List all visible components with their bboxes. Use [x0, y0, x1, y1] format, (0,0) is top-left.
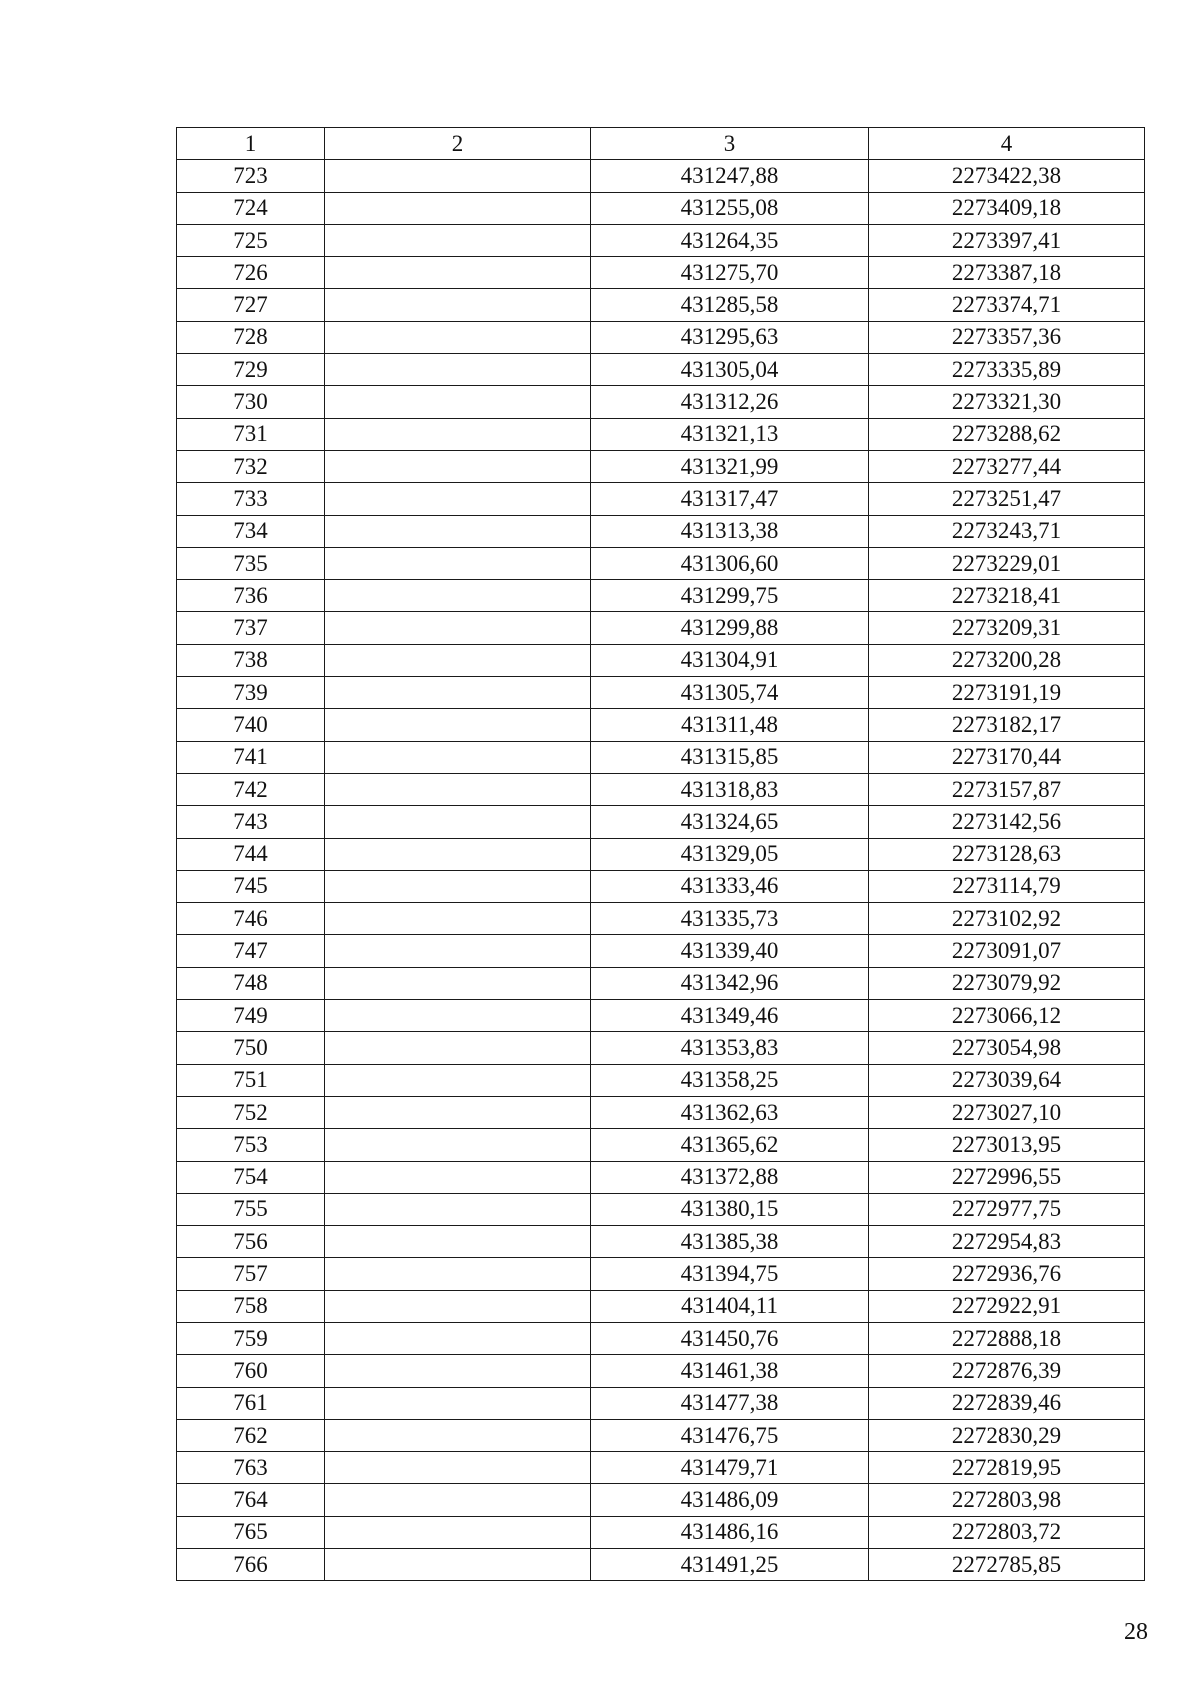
- table-row: [177, 1032, 1145, 1064]
- x-coordinate-cell: 431394,75: [591, 1258, 869, 1290]
- point-number-cell: 724: [177, 192, 325, 224]
- table-body: [177, 160, 1145, 1581]
- point-number-cell: 754: [177, 1161, 325, 1193]
- point-number-cell: 743: [177, 806, 325, 838]
- description-cell: [325, 224, 591, 256]
- y-coordinate-cell: 2272977,75: [869, 1193, 1145, 1225]
- point-number-cell: 731: [177, 418, 325, 450]
- point-number-cell: 730: [177, 386, 325, 418]
- point-number-cell: 763: [177, 1452, 325, 1484]
- description-cell: [325, 1419, 591, 1451]
- x-coordinate-cell: 431275,70: [591, 257, 869, 289]
- point-number-cell: 741: [177, 741, 325, 773]
- y-coordinate-cell: 2272888,18: [869, 1322, 1145, 1354]
- x-coordinate-cell: 431318,83: [591, 773, 869, 805]
- y-coordinate-cell: 2273374,71: [869, 289, 1145, 321]
- description-cell: [325, 483, 591, 515]
- point-number-cell: 751: [177, 1064, 325, 1096]
- x-coordinate-cell: 431315,85: [591, 741, 869, 773]
- x-coordinate-cell: 431461,38: [591, 1355, 869, 1387]
- point-number-cell: 748: [177, 967, 325, 999]
- y-coordinate-cell: 2273102,92: [869, 903, 1145, 935]
- y-coordinate-cell: 2273200,28: [869, 644, 1145, 676]
- table-row: [177, 450, 1145, 482]
- description-cell: [325, 1322, 591, 1354]
- description-cell: [325, 1355, 591, 1387]
- description-cell: [325, 450, 591, 482]
- point-number-cell: 735: [177, 547, 325, 579]
- description-cell: [325, 870, 591, 902]
- x-coordinate-cell: 431317,47: [591, 483, 869, 515]
- table-row: [177, 967, 1145, 999]
- table-row: [177, 838, 1145, 870]
- y-coordinate-cell: 2273054,98: [869, 1032, 1145, 1064]
- table-row: [177, 289, 1145, 321]
- description-cell: [325, 612, 591, 644]
- table-row: [177, 160, 1145, 192]
- x-coordinate-cell: 431305,04: [591, 354, 869, 386]
- table-row: [177, 547, 1145, 579]
- table-row: [177, 224, 1145, 256]
- x-coordinate-cell: 431333,46: [591, 870, 869, 902]
- point-number-cell: 764: [177, 1484, 325, 1516]
- table-row: [177, 1000, 1145, 1032]
- table-row: [177, 1419, 1145, 1451]
- table-row: [177, 257, 1145, 289]
- point-number-cell: 761: [177, 1387, 325, 1419]
- description-cell: [325, 515, 591, 547]
- point-number-cell: 742: [177, 773, 325, 805]
- y-coordinate-cell: 2273277,44: [869, 450, 1145, 482]
- coordinates-table: [176, 127, 1145, 1581]
- description-cell: [325, 1129, 591, 1161]
- y-coordinate-cell: 2272996,55: [869, 1161, 1145, 1193]
- table-row: [177, 1226, 1145, 1258]
- y-coordinate-cell: 2272922,91: [869, 1290, 1145, 1322]
- description-cell: [325, 838, 591, 870]
- description-cell: [325, 1516, 591, 1548]
- x-coordinate-cell: 431321,13: [591, 418, 869, 450]
- point-number-cell: 758: [177, 1290, 325, 1322]
- description-cell: [325, 1000, 591, 1032]
- table-row: [177, 1258, 1145, 1290]
- description-cell: [325, 773, 591, 805]
- x-coordinate-cell: 431313,38: [591, 515, 869, 547]
- table-row: [177, 1516, 1145, 1548]
- point-number-cell: 738: [177, 644, 325, 676]
- x-coordinate-cell: 431321,99: [591, 450, 869, 482]
- x-coordinate-cell: 431324,65: [591, 806, 869, 838]
- description-cell: [325, 644, 591, 676]
- x-coordinate-cell: 431335,73: [591, 903, 869, 935]
- description-cell: [325, 1032, 591, 1064]
- point-number-cell: 755: [177, 1193, 325, 1225]
- description-cell: [325, 1064, 591, 1096]
- point-number-cell: 725: [177, 224, 325, 256]
- x-coordinate-cell: 431353,83: [591, 1032, 869, 1064]
- x-coordinate-cell: 431312,26: [591, 386, 869, 418]
- point-number-cell: 740: [177, 709, 325, 741]
- y-coordinate-cell: 2273243,71: [869, 515, 1145, 547]
- description-cell: [325, 935, 591, 967]
- x-coordinate-cell: 431476,75: [591, 1419, 869, 1451]
- y-coordinate-cell: 2272819,95: [869, 1452, 1145, 1484]
- table-row: [177, 1452, 1145, 1484]
- x-coordinate-cell: 431358,25: [591, 1064, 869, 1096]
- point-number-cell: 728: [177, 321, 325, 353]
- y-coordinate-cell: 2272803,98: [869, 1484, 1145, 1516]
- y-coordinate-cell: 2272954,83: [869, 1226, 1145, 1258]
- point-number-cell: 753: [177, 1129, 325, 1161]
- x-coordinate-cell: 431380,15: [591, 1193, 869, 1225]
- table-row: [177, 1161, 1145, 1193]
- y-coordinate-cell: 2273335,89: [869, 354, 1145, 386]
- description-cell: [325, 1096, 591, 1128]
- table-row: [177, 612, 1145, 644]
- y-coordinate-cell: 2273157,87: [869, 773, 1145, 805]
- x-coordinate-cell: 431477,38: [591, 1387, 869, 1419]
- description-cell: [325, 354, 591, 386]
- x-coordinate-cell: 431404,11: [591, 1290, 869, 1322]
- y-coordinate-cell: 2272803,72: [869, 1516, 1145, 1548]
- table-row: [177, 483, 1145, 515]
- y-coordinate-cell: 2273409,18: [869, 192, 1145, 224]
- x-coordinate-cell: 431304,91: [591, 644, 869, 676]
- point-number-cell: 750: [177, 1032, 325, 1064]
- point-number-cell: 734: [177, 515, 325, 547]
- x-coordinate-cell: 431349,46: [591, 1000, 869, 1032]
- x-coordinate-cell: 431450,76: [591, 1322, 869, 1354]
- table-header-row: [177, 128, 1145, 160]
- description-cell: [325, 321, 591, 353]
- x-coordinate-cell: 431479,71: [591, 1452, 869, 1484]
- table-row: [177, 677, 1145, 709]
- point-number-cell: 749: [177, 1000, 325, 1032]
- point-number-cell: 737: [177, 612, 325, 644]
- x-coordinate-cell: 431299,75: [591, 580, 869, 612]
- x-coordinate-cell: 431385,38: [591, 1226, 869, 1258]
- description-cell: [325, 967, 591, 999]
- y-coordinate-cell: 2273128,63: [869, 838, 1145, 870]
- table-row: [177, 1549, 1145, 1581]
- y-coordinate-cell: 2273039,64: [869, 1064, 1145, 1096]
- table-row: [177, 1322, 1145, 1354]
- y-coordinate-cell: 2273114,79: [869, 870, 1145, 902]
- point-number-cell: 727: [177, 289, 325, 321]
- x-coordinate-cell: 431264,35: [591, 224, 869, 256]
- description-cell: [325, 192, 591, 224]
- table-row: [177, 644, 1145, 676]
- point-number-cell: 726: [177, 257, 325, 289]
- y-coordinate-cell: 2273251,47: [869, 483, 1145, 515]
- table-row: [177, 709, 1145, 741]
- point-number-cell: 744: [177, 838, 325, 870]
- y-coordinate-cell: 2273397,41: [869, 224, 1145, 256]
- table-row: [177, 741, 1145, 773]
- y-coordinate-cell: 2273142,56: [869, 806, 1145, 838]
- table-row: [177, 935, 1145, 967]
- x-coordinate-cell: 431486,09: [591, 1484, 869, 1516]
- x-coordinate-cell: 431362,63: [591, 1096, 869, 1128]
- point-number-cell: 723: [177, 160, 325, 192]
- table-row: [177, 1387, 1145, 1419]
- x-coordinate-cell: 431299,88: [591, 612, 869, 644]
- description-cell: [325, 1484, 591, 1516]
- y-coordinate-cell: 2272876,39: [869, 1355, 1145, 1387]
- y-coordinate-cell: 2273321,30: [869, 386, 1145, 418]
- y-coordinate-cell: 2273288,62: [869, 418, 1145, 450]
- description-cell: [325, 677, 591, 709]
- x-coordinate-cell: 431247,88: [591, 160, 869, 192]
- table-row: [177, 386, 1145, 418]
- column-header-1: 1: [177, 128, 325, 160]
- table-row: [177, 515, 1145, 547]
- point-number-cell: 747: [177, 935, 325, 967]
- description-cell: [325, 1193, 591, 1225]
- point-number-cell: 733: [177, 483, 325, 515]
- x-coordinate-cell: 431295,63: [591, 321, 869, 353]
- y-coordinate-cell: 2273066,12: [869, 1000, 1145, 1032]
- x-coordinate-cell: 431285,58: [591, 289, 869, 321]
- table-row: [177, 580, 1145, 612]
- x-coordinate-cell: 431329,05: [591, 838, 869, 870]
- y-coordinate-cell: 2273027,10: [869, 1096, 1145, 1128]
- point-number-cell: 757: [177, 1258, 325, 1290]
- table-row: [177, 321, 1145, 353]
- table-row: [177, 1484, 1145, 1516]
- table-row: [177, 1193, 1145, 1225]
- x-coordinate-cell: 431372,88: [591, 1161, 869, 1193]
- description-cell: [325, 1387, 591, 1419]
- table-row: [177, 1129, 1145, 1161]
- y-coordinate-cell: 2273170,44: [869, 741, 1145, 773]
- y-coordinate-cell: 2273387,18: [869, 257, 1145, 289]
- x-coordinate-cell: 431255,08: [591, 192, 869, 224]
- table-row: [177, 418, 1145, 450]
- x-coordinate-cell: 431305,74: [591, 677, 869, 709]
- y-coordinate-cell: 2273191,19: [869, 677, 1145, 709]
- table-row: [177, 870, 1145, 902]
- description-cell: [325, 1290, 591, 1322]
- table-row: [177, 903, 1145, 935]
- point-number-cell: 759: [177, 1322, 325, 1354]
- point-number-cell: 766: [177, 1549, 325, 1581]
- y-coordinate-cell: 2272936,76: [869, 1258, 1145, 1290]
- x-coordinate-cell: 431365,62: [591, 1129, 869, 1161]
- description-cell: [325, 547, 591, 579]
- description-cell: [325, 257, 591, 289]
- description-cell: [325, 1161, 591, 1193]
- description-cell: [325, 806, 591, 838]
- description-cell: [325, 1226, 591, 1258]
- point-number-cell: 746: [177, 903, 325, 935]
- table-row: [177, 1064, 1145, 1096]
- y-coordinate-cell: 2273013,95: [869, 1129, 1145, 1161]
- point-number-cell: 762: [177, 1419, 325, 1451]
- description-cell: [325, 903, 591, 935]
- point-number-cell: 752: [177, 1096, 325, 1128]
- table-row: [177, 773, 1145, 805]
- description-cell: [325, 580, 591, 612]
- point-number-cell: 739: [177, 677, 325, 709]
- y-coordinate-cell: 2273357,36: [869, 321, 1145, 353]
- y-coordinate-cell: 2272785,85: [869, 1549, 1145, 1581]
- y-coordinate-cell: 2273422,38: [869, 160, 1145, 192]
- point-number-cell: 760: [177, 1355, 325, 1387]
- y-coordinate-cell: 2273218,41: [869, 580, 1145, 612]
- y-coordinate-cell: 2273091,07: [869, 935, 1145, 967]
- column-header-2: 2: [325, 128, 591, 160]
- y-coordinate-cell: 2272839,46: [869, 1387, 1145, 1419]
- table-row: [177, 354, 1145, 386]
- point-number-cell: 765: [177, 1516, 325, 1548]
- y-coordinate-cell: 2273209,31: [869, 612, 1145, 644]
- description-cell: [325, 1258, 591, 1290]
- table-row: [177, 192, 1145, 224]
- y-coordinate-cell: 2273229,01: [869, 547, 1145, 579]
- y-coordinate-cell: 2273182,17: [869, 709, 1145, 741]
- description-cell: [325, 289, 591, 321]
- y-coordinate-cell: 2272830,29: [869, 1419, 1145, 1451]
- x-coordinate-cell: 431486,16: [591, 1516, 869, 1548]
- point-number-cell: 732: [177, 450, 325, 482]
- x-coordinate-cell: 431339,40: [591, 935, 869, 967]
- x-coordinate-cell: 431342,96: [591, 967, 869, 999]
- description-cell: [325, 709, 591, 741]
- description-cell: [325, 1452, 591, 1484]
- x-coordinate-cell: 431491,25: [591, 1549, 869, 1581]
- description-cell: [325, 418, 591, 450]
- page-number: 28: [1124, 1619, 1148, 1645]
- column-header-4: 4: [869, 128, 1145, 160]
- point-number-cell: 736: [177, 580, 325, 612]
- table-row: [177, 1355, 1145, 1387]
- x-coordinate-cell: 431306,60: [591, 547, 869, 579]
- table-row: [177, 1096, 1145, 1128]
- description-cell: [325, 386, 591, 418]
- point-number-cell: 745: [177, 870, 325, 902]
- point-number-cell: 756: [177, 1226, 325, 1258]
- point-number-cell: 729: [177, 354, 325, 386]
- x-coordinate-cell: 431311,48: [591, 709, 869, 741]
- table-row: [177, 1290, 1145, 1322]
- column-header-3: 3: [591, 128, 869, 160]
- y-coordinate-cell: 2273079,92: [869, 967, 1145, 999]
- table-row: [177, 806, 1145, 838]
- description-cell: [325, 741, 591, 773]
- description-cell: [325, 160, 591, 192]
- description-cell: [325, 1549, 591, 1581]
